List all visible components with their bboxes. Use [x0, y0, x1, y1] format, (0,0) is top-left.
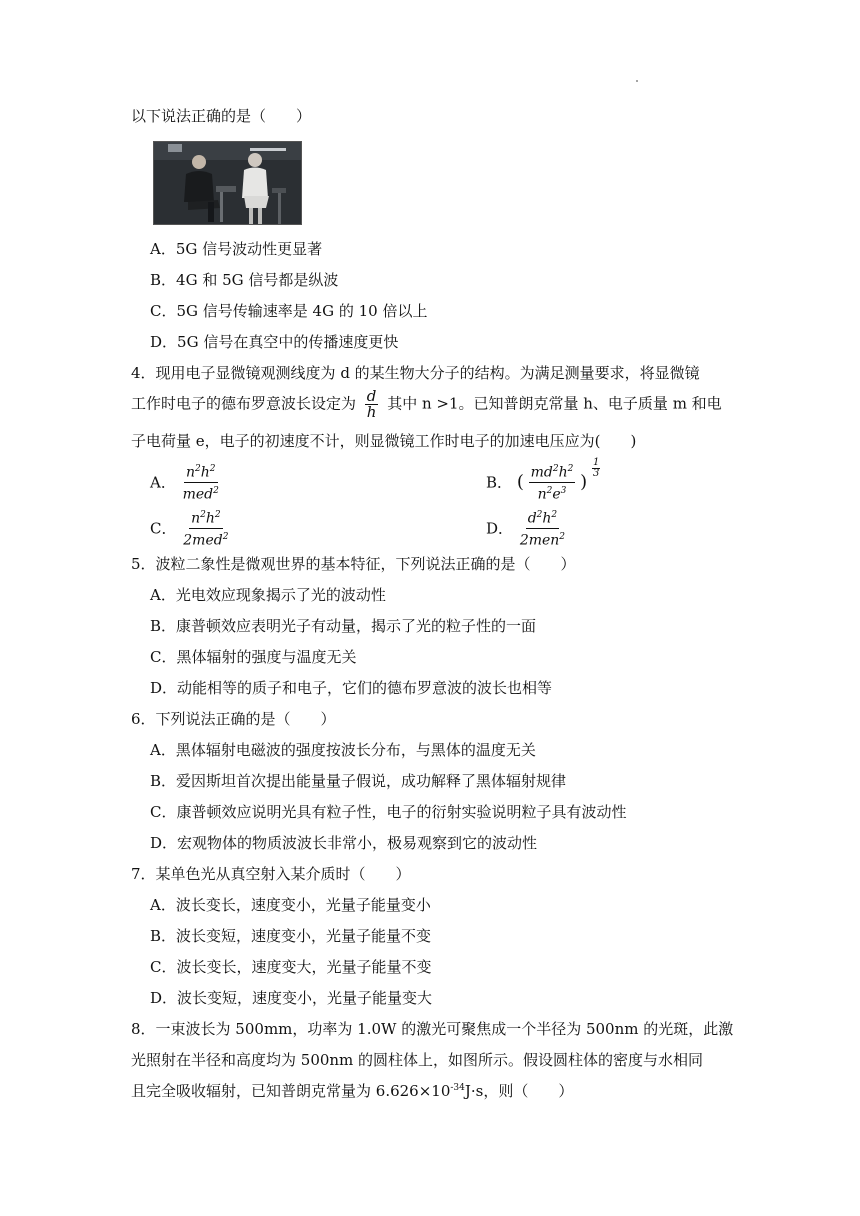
q4-line-2-end: 其中 n >1。已知普朗克常量 h、电子质量 m 和电: [387, 394, 722, 413]
q4-line-3: 子电荷量 e，电子的初速度不计，则显微镜工作时电子的加速电压应为( ): [131, 432, 637, 450]
q3-option-c: C．5G 信号传输速率是 4G 的 10 倍以上: [150, 302, 428, 320]
q3-option-a: A．5G 信号波动性更显著: [150, 240, 323, 258]
q7-option-b: B．波长变短，速度变小，光量子能量不变: [150, 927, 432, 945]
q6-option-c: C．康普顿效应说明光具有粒子性，电子的衍射实验说明粒子具有波动性: [150, 803, 627, 821]
q4-line-2-start: 工作时电子的德布罗意波长设定为: [131, 394, 357, 413]
q8-line-3: [131, 1080, 573, 1101]
q3-stem: 以下说法正确的是（ ）: [131, 107, 312, 125]
q5-option-a: A．光电效应现象揭示了光的波动性: [150, 586, 386, 604]
q8-line-1: 8．一束波长为 500mm，功率为 1.0W 的激光可聚焦成一个半径为 500nm 的光斑，此激: [131, 1020, 734, 1038]
wavelength-fraction-den: h: [366, 403, 377, 421]
q3-option-b: B．4G 和 5G 信号都是纵波: [150, 271, 339, 289]
q5-stem: 5．波粒二象性是微观世界的基本特征，下列说法正确的是（ ）: [131, 555, 576, 573]
interview-photo-drawing: [154, 142, 301, 224]
scan-speck: [636, 80, 638, 82]
q4-line-2: [131, 389, 722, 420]
q5-option-d: D．动能相等的质子和电子，它们的德布罗意波的波长也相等: [150, 679, 553, 697]
wavelength-fraction: [365, 389, 379, 420]
q8-line-3-end: J·s，则（ ）: [464, 1082, 574, 1100]
q4-option-d-formula: $\frac{d^2h^2}{2men^2}$: [519, 510, 566, 549]
q6-option-d: D．宏观物体的物质波波长非常小，极易观察到它的波动性: [150, 834, 538, 852]
q4-option-a: [150, 462, 221, 502]
q6-option-b: B．爱因斯坦首次提出能量量子假说，成功解释了黑体辐射规律: [150, 772, 567, 790]
q8-line-3-start: 且完全吸收辐射，已知普朗克常量为 6.626×10: [131, 1082, 451, 1100]
q4-option-c-formula: $\frac{n^2h^2}{2med^2}$: [183, 510, 229, 549]
q3-option-d: D．5G 信号在真空中的传播速度更快: [150, 333, 399, 351]
q4-option-a-label: A．: [150, 473, 176, 492]
q5-option-b: B．康普顿效应表明光子有动量，揭示了光的粒子性的一面: [150, 617, 537, 635]
q4-option-b-exponent: $\frac{1}{3}$: [592, 457, 600, 479]
q4-option-d: [486, 508, 567, 548]
q6-option-a: A．黑体辐射电磁波的强度按波长分布，与黑体的温度无关: [150, 741, 536, 759]
q4-option-b-label: B．: [486, 473, 513, 492]
planck-exponent: -34: [450, 1083, 465, 1093]
q7-stem: 7．某单色光从真空射入某介质时（ ）: [131, 865, 411, 883]
interview-photo: [153, 141, 302, 225]
q4-line-1: 4．现用电子显微镜观测线度为 d 的某生物大分子的结构。为满足测量要求，将显微镜: [131, 364, 700, 382]
q7-option-c: C．波长变长，速度变大，光量子能量不变: [150, 958, 432, 976]
q6-stem: 6．下列说法正确的是（ ）: [131, 710, 336, 728]
q5-option-c: C．黑体辐射的强度与温度无关: [150, 648, 357, 666]
q7-option-a: A．波长变长，速度变小，光量子能量变小: [150, 896, 431, 914]
q8-line-2: 光照射在半径和高度均为 500nm 的圆柱体上，如图所示。假设圆柱体的密度与水相同: [131, 1051, 704, 1069]
q4-option-a-formula: $\frac{n^2h^2}{med^2}$: [182, 464, 219, 503]
q4-option-c-label: C．: [150, 519, 177, 538]
q4-option-b-formula: $\frac{md^2h^2}{n^2e^3}$: [530, 464, 574, 503]
wavelength-fraction-num: d: [366, 387, 377, 405]
q4-option-b: B． ( $\frac{md^2h^2}{n^2e^3}$ ) $\frac{1}{3}$: [486, 457, 600, 503]
q4-option-c: [150, 508, 230, 548]
q7-option-d: D．波长变短，速度变小，光量子能量变大: [150, 989, 433, 1007]
q4-option-d-label: D．: [486, 519, 514, 538]
